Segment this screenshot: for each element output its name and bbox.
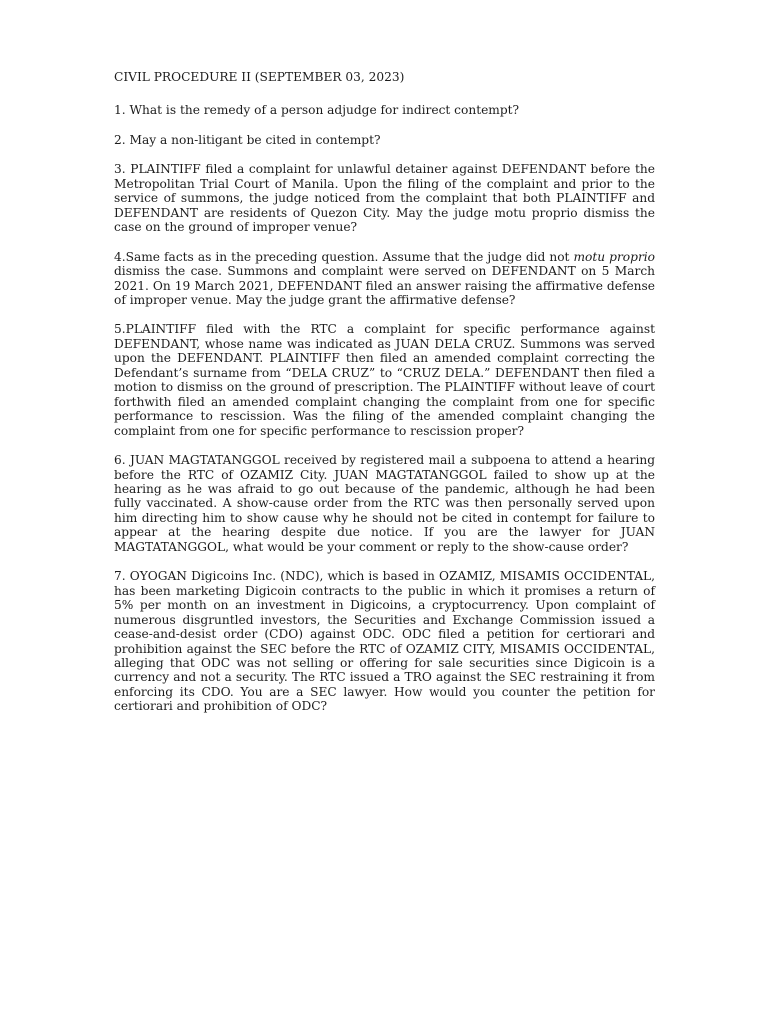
question-1: 1. What is the remedy of a person adjudge for indirect contempt? [114,103,520,118]
question-3: 3. PLAINTIFF filed a complaint for unlawful detainer against DEFENDANT before the Metropolitan Trial Court of Manila. Upon the filing of the complaint and prior to the service of summons, the judge noticed from the complaint that both PLAINTIFF and DEFENDANT are residents of Quezon City. May the judge motu proprio dismiss the case on the ground of improper venue? [114,162,655,235]
question-4-text-after: dismiss the case. Summons and complaint were served on DEFENDANT on 5 March 2021. On 19 March 2021, DEFENDANT filed an answer raising the affirmative defense of improper venue. May the judge grant the affirmative defense? [114,264,655,307]
document-title: CIVIL PROCEDURE II (SEPTEMBER 03, 2023) [114,70,405,84]
question-4 [114,250,655,308]
question-4-emphasis: motu proprio [573,249,656,264]
question-6: 6. JUAN MAGTATANGGOL received by registered mail a subpoena to attend a hearing before the RTC of OZAMIZ City. JUAN MAGTATANGGOL failed to show up at the hearing as he was afraid to go out because of the pandemic, although he had been fully vaccinated. A show-cause order from the RTC was then personally served upon him directing him to show cause why he should not be cited in contempt for failure to appear at the hearing despite due notice. If you are the lawyer for JUAN MAGTATANGGOL, what would be your comment or reply to the show-cause order? [114,453,655,554]
question-7: 7. OYOGAN Digicoins Inc. (NDC), which is based in OZAMIZ, MISAMIS OCCIDENTAL, has been marketing Digicoin contracts to the public in which it promises a return of 5% per month on an investment in Digicoins, a cryptocurrency. Upon complaint of numerous disgruntled investors, the Securities and Exchange Commission issued a cease-and-desist order (CDO) against ODC. ODC filed a petition for certiorari and prohibition against the SEC before the RTC of OZAMIZ CITY, MISAMIS OCCIDENTAL, alleging that ODC was not selling or offering for sale securities since Digicoin is a currency and not a security. The RTC issued a TRO against the SEC restraining it from enforcing its CDO. You are a SEC lawyer. How would you counter the petition for certiorari and prohibition of ODC? [114,569,655,714]
question-4-text-before: 4.Same facts as in the preceding question. Assume that the judge did not [114,249,574,264]
document-page [114,70,655,729]
question-5: 5.PLAINTIFF filed with the RTC a complaint for specific performance against DEFENDANT, whose name was indicated as JUAN DELA CRUZ. Summons was served upon the DEFENDANT. PLAINTIFF then filed an amended complaint correcting the Defendant’s surname from “DELA CRUZ” to “CRUZ DELA.” DEFENDANT then filed a motion to dismiss on the ground of prescription. The PLAINTIFF without leave of court forthwith filed an amended complaint changing the complaint from one for specific performance to rescission. Was the filing of the amended complaint changing the complaint from one for specific performance to rescission proper? [114,322,655,438]
question-2: 2. May a non-litigant be cited in contempt? [114,132,381,147]
